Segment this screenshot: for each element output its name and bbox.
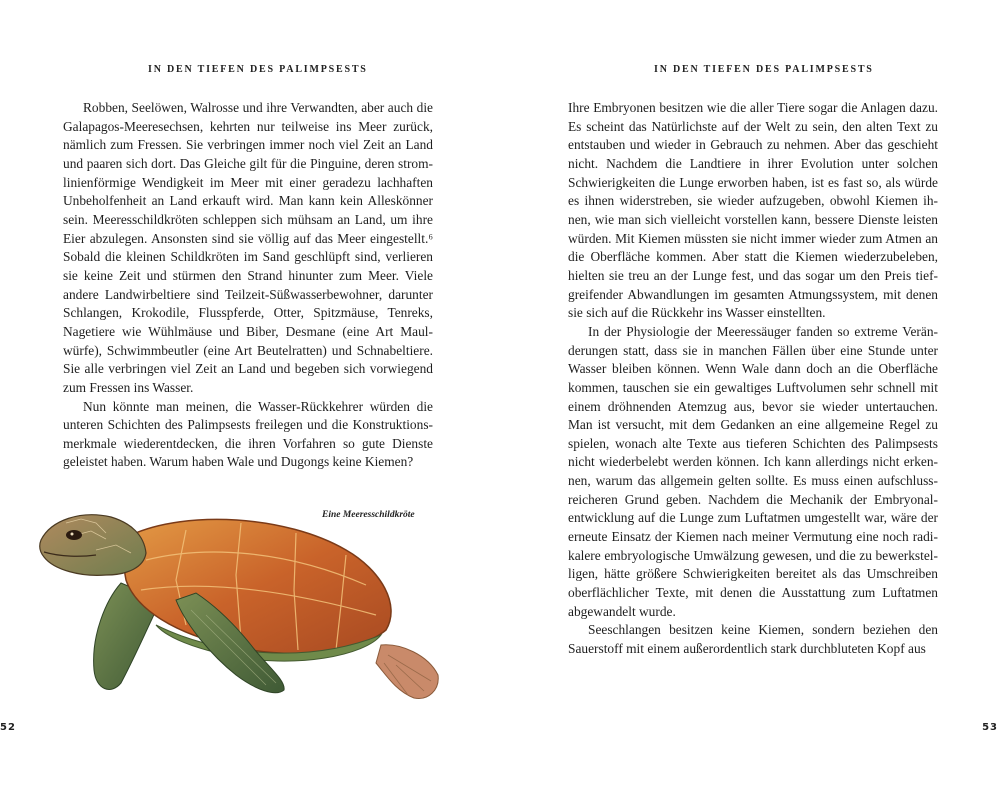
right-body-text <box>568 99 938 659</box>
figure-caption: Eine Meeresschildkröte <box>322 510 415 520</box>
right-paragraph-1: Ihre Embryonen besitzen wie die aller Tiere sogar die Anlagen dazu. Es scheint das Natürlichste auf der Welt zu sein, den alten Text zu entstauben und wieder in Gebrauch zu nehmen. Aber das geschieht nicht. Nachdem die Landtiere in ihrer Evolution unter solchen Schwierigkeiten die Lunge erworben haben, ist es fast so, als würde es ihnen widerstreben, sie wieder aufzugeben, obwohl Kiemen ihnen, wie man sich vielleicht vorstellen kann, bessere Dienste leisten würden. Mit Kiemen müssten sie nicht immer wieder zum Atmen an die Oberfläche kommen. Aber statt die Kiemen wiederzubeleben, hielten sie treu an der Lunge fest, und das sogar um den Preis tiefgreifender Abwandlungen im gesamten Atmungssystem, mit denen sie sich auf die Rückkehr ins Wasser einstellten. <box>568 100 938 321</box>
left-paragraph-2: Nun könnte man meinen, die Wasser-Rückkehrer würden die unteren Schichten des Palimpsests freilegen und die Konstruktionsmerkmale wiederentdecken, die ihren Vorfahren so gute Dienste geleistet haben. Warum haben Wale und Dugongs keine Kiemen? <box>63 398 433 470</box>
turtle-shell <box>124 519 391 653</box>
right-paragraph-3: Seeschlangen besitzen keine Kiemen, sondern beziehen den Sauerstoff mit einem außerordentlich stark durchbluteten Kopf aus <box>568 622 938 657</box>
turtle-head <box>40 515 146 576</box>
right-paragraph-2: In der Physiologie der Meeressäuger fanden so extreme Veränderungen statt, dass sie in manchen Fällen über eine Stunde unter Wasser bleiben können. Wenn Wale dann doch an die Oberfläche kommen, tauschen sie ein gewaltiges Luftvolumen sehr schnell mit einem dröhnenden Atemzug aus, bevor sie wieder untertauchen. Man ist versucht, mit dem Gedanken an eine allgemeine Regel zu spielen, wonach alte Texte aus tieferen Schichten des Palimpsests nicht wiederbelebt werden können. Ich kann allerdings nicht erkennen, warum das allgemein gelten sollte. Es muss einen aufschlussreicheren Grund geben. Nachdem die Mechanik der Embryonalentwicklung auf die Lunge zum Luftatmen umgestellt war, wäre der erneute Einsatz der Kiemen nach meiner Vermutung eine noch radikalere embryologische Umwälzung gewesen, und die zu bewerkstelligen, hätte größere Schwierigkeiten bereitet als das Umschreiben oberflächlicher Texte, mit denen die Ausstattung zum Luftatmen abgewandelt wurde. <box>568 323 938 619</box>
running-head-left: IN DEN TIEFEN DES PALIMPSESTS <box>148 64 368 75</box>
turtle-eye <box>66 530 82 540</box>
page-number-right: 53 <box>982 722 998 733</box>
rear-flipper <box>376 645 438 699</box>
left-body-text <box>63 99 433 472</box>
sea-turtle-illustration <box>36 505 446 705</box>
right-page <box>500 0 1000 800</box>
running-head-right: IN DEN TIEFEN DES PALIMPSESTS <box>654 64 874 75</box>
left-paragraph-1: Robben, Seelöwen, Walrosse und ihre Verwandten, aber auch die Galapagos-Meeresechsen, kehrten nur teilweise ins Meer zurück, nämlich zum Fressen. Sie verbringen immer noch viel Zeit an Land und paaren sich dort. Das Gleiche gilt für die Pinguine, deren stromlinienförmige Wendigkeit im Meer mit einer geradezu lachhaften Unbeholfenheit an Land erkauft wird. Man kann kein Alleskönner sein. Meeresschildkröten schleppen sich mühsam an Land, um ihre Eier abzulegen. Ansonsten sind sie völlig auf das Meer eingestellt.⁶ Sobald die kleinen Schildkröten im Sand geschlüpft sind, verlieren sie keine Zeit und stürmen den Strand hinunter zum Meer. Viele andere Landwirbeltiere sind Teilzeit-Süßwasserbewohner, darunter Schlangen, Krokodile, Flusspferde, Otter, Spitzmäuse, Tenreks, Nagetiere wie Wühlmäuse und Biber, Desmane (eine Art Maulwürfe), Schwimmbeutler (eine Art Beutelratten) und Schnabeltiere. Sie alle verbringen viel Zeit an Land und begeben sich vorwiegend zum Fressen ins Wasser. <box>63 100 433 395</box>
page-number-left: 52 <box>0 722 16 733</box>
